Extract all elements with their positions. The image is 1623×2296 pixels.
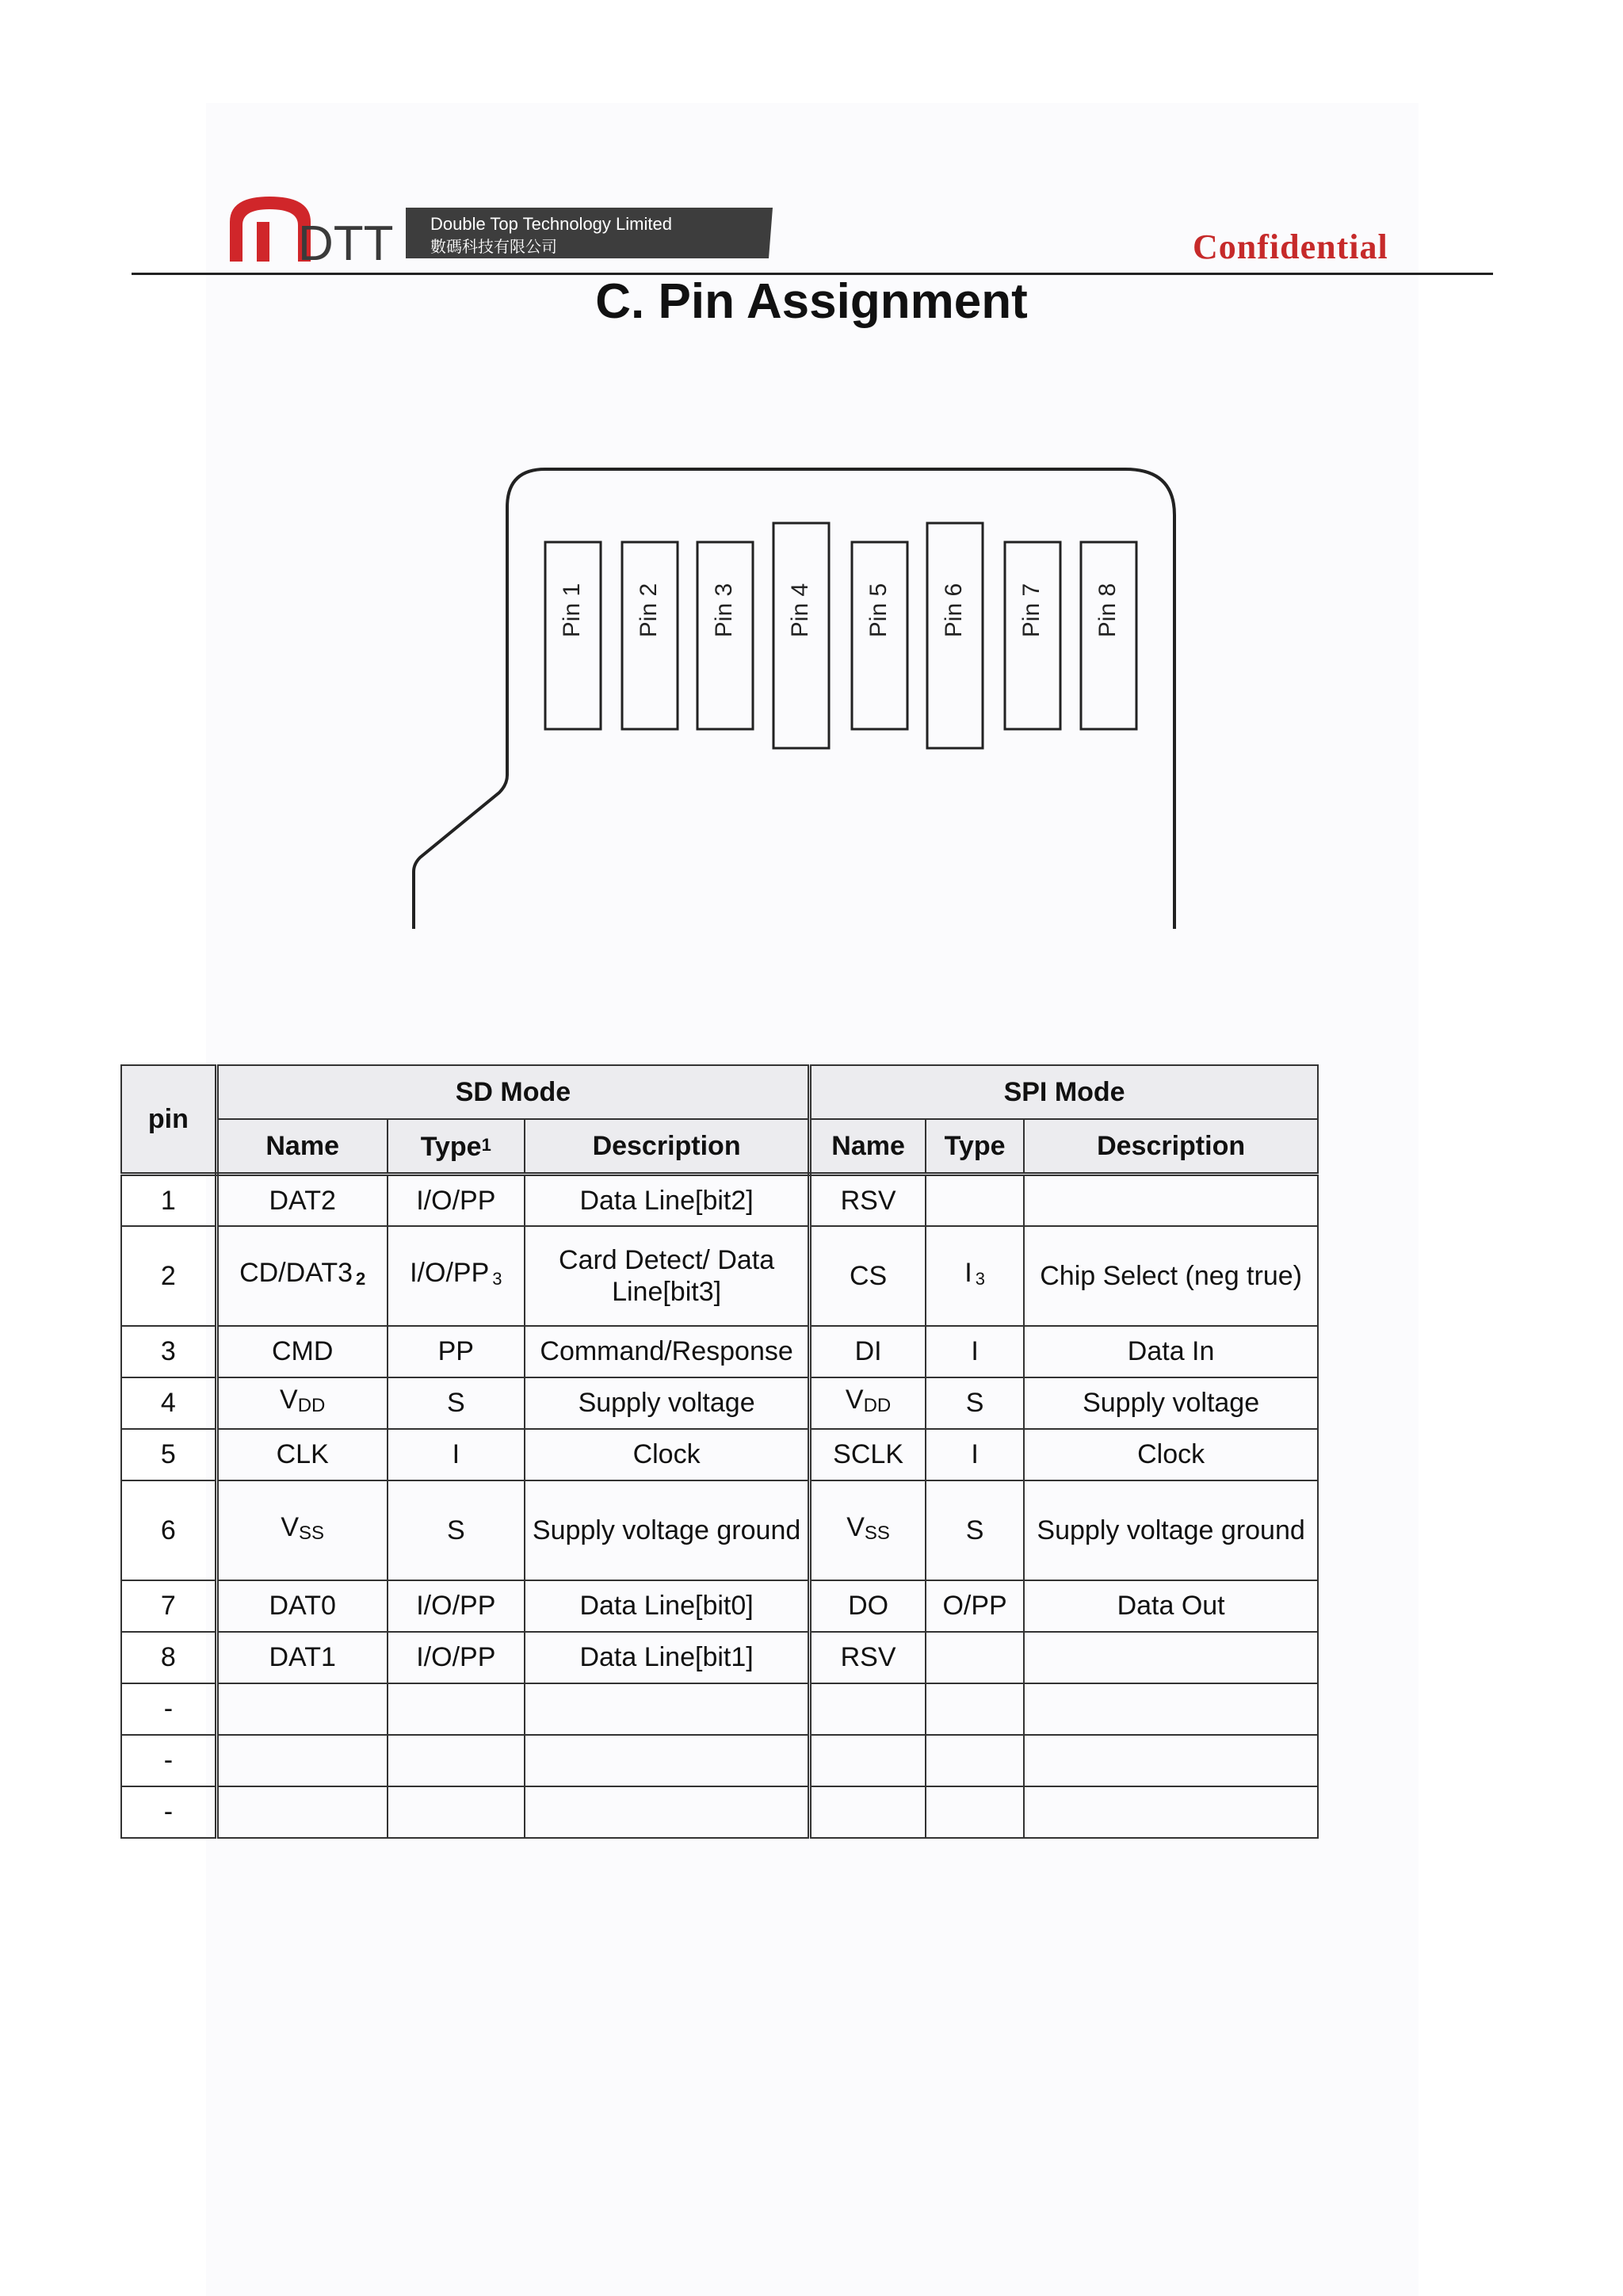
- spi-type: O/PP: [926, 1580, 1024, 1632]
- pin-header: pin: [121, 1065, 216, 1175]
- sd-type: I/O/PP 3: [388, 1226, 525, 1326]
- sd-name: CMD: [216, 1326, 387, 1377]
- page-title: C. Pin Assignment: [595, 274, 1028, 329]
- spi-mode-header: SPI Mode: [810, 1065, 1318, 1119]
- pin-number: 7: [121, 1580, 216, 1632]
- sd-description: Card Detect/ Data Line[bit3]: [525, 1226, 810, 1326]
- pin-number: 1: [121, 1175, 216, 1226]
- spi-description: Data In: [1024, 1326, 1318, 1377]
- sd-name-footnote: 2: [356, 1268, 366, 1289]
- sd-description: Supply voltage: [525, 1377, 810, 1429]
- sd-description: Command/Response: [525, 1326, 810, 1377]
- table-row: [121, 1632, 1318, 1683]
- sd-name: DAT1: [216, 1632, 387, 1683]
- pin-number: 5: [121, 1429, 216, 1480]
- company-name-en: Double Top Technology Limited: [430, 214, 672, 234]
- pin-label-5: Pin 5: [865, 583, 892, 638]
- spi-description-header: Description: [1024, 1119, 1318, 1175]
- confidential-label: Confidential: [1193, 227, 1388, 266]
- sd-type-footnote: 1: [481, 1135, 491, 1155]
- spi-name: DI: [810, 1326, 926, 1377]
- pin-number: 6: [121, 1480, 216, 1580]
- pin-label-7: Pin 7: [1018, 583, 1044, 638]
- table-row: [121, 1226, 1318, 1326]
- table-row: [121, 1683, 1318, 1735]
- spi-type: S: [926, 1377, 1024, 1429]
- spi-name: RSV: [810, 1175, 926, 1226]
- table-row: [121, 1480, 1318, 1580]
- spi-description: Supply voltage: [1024, 1377, 1318, 1429]
- pin-number: -: [121, 1786, 216, 1838]
- spi-name: DO: [810, 1580, 926, 1632]
- sd-name: VDD: [216, 1377, 387, 1429]
- spi-name: RSV: [810, 1632, 926, 1683]
- spi-name: VDD: [810, 1377, 926, 1429]
- sd-type: PP: [388, 1326, 525, 1377]
- company-name-cn: 數碼科技有限公司: [430, 239, 557, 256]
- spi-name: VSS: [810, 1480, 926, 1580]
- pin-number: -: [121, 1683, 216, 1735]
- spi-description: Chip Select (neg true): [1024, 1226, 1318, 1326]
- sd-description: Data Line[bit2]: [525, 1175, 810, 1226]
- pin-label-6: Pin 6: [940, 583, 967, 638]
- table-row: [121, 1175, 1318, 1226]
- spi-type: [926, 1175, 1024, 1226]
- pin-number: 3: [121, 1326, 216, 1377]
- sd-type-header: Type$^1$: [388, 1119, 525, 1175]
- table-row: [121, 1735, 1318, 1786]
- spi-type: I: [926, 1326, 1024, 1377]
- sd-description: Data Line[bit0]: [525, 1580, 810, 1632]
- pin-label-2: Pin 2: [635, 583, 662, 638]
- sd-name: DAT2: [216, 1175, 387, 1226]
- sd-name: CLK: [216, 1429, 387, 1480]
- spi-description: [1024, 1175, 1318, 1226]
- spi-type-footnote: 3: [975, 1268, 985, 1289]
- spi-type-header: Type: [926, 1119, 1024, 1175]
- pin-number: 4: [121, 1377, 216, 1429]
- sd-type: S: [388, 1480, 525, 1580]
- spi-name: CS: [810, 1226, 926, 1326]
- table-row: [121, 1326, 1318, 1377]
- spi-description: [1024, 1632, 1318, 1683]
- sd-card-pin-diagram: [396, 460, 1189, 935]
- sd-type: S: [388, 1377, 525, 1429]
- company-logo: [222, 190, 792, 269]
- spi-description: Data Out: [1024, 1580, 1318, 1632]
- spi-description: Clock: [1024, 1429, 1318, 1480]
- pin-label-1: Pin 1: [558, 583, 585, 638]
- sd-description-header: Description: [525, 1119, 810, 1175]
- spi-type: I 3: [926, 1226, 1024, 1326]
- sd-name: DAT0: [216, 1580, 387, 1632]
- table-row: [121, 1786, 1318, 1838]
- table-row: [121, 1580, 1318, 1632]
- pin-label-8: Pin 8: [1094, 583, 1121, 638]
- sd-type: I/O/PP: [388, 1632, 525, 1683]
- spi-type: S: [926, 1480, 1024, 1580]
- table-row: [121, 1429, 1318, 1480]
- sd-type: I/O/PP: [388, 1175, 525, 1226]
- sd-type-footnote: 3: [492, 1268, 502, 1289]
- spi-type: [926, 1632, 1024, 1683]
- table-row: [121, 1377, 1318, 1429]
- logo-mark-text: DTT: [298, 216, 394, 269]
- pin-label-4: Pin 4: [786, 583, 813, 638]
- spi-type: I: [926, 1429, 1024, 1480]
- pin-number: 2: [121, 1226, 216, 1326]
- sd-name: VSS: [216, 1480, 387, 1580]
- sd-mode-header: SD Mode: [216, 1065, 809, 1119]
- pin-label-3: Pin 3: [710, 583, 737, 638]
- sd-name: CD/DAT3 2: [216, 1226, 387, 1326]
- sd-type: I/O/PP: [388, 1580, 525, 1632]
- sd-description: Data Line[bit1]: [525, 1632, 810, 1683]
- sd-name-header: Name: [216, 1119, 387, 1175]
- sd-type: I: [388, 1429, 525, 1480]
- sd-description: Supply voltage ground: [525, 1480, 810, 1580]
- pin-number: -: [121, 1735, 216, 1786]
- spi-description: Supply voltage ground: [1024, 1480, 1318, 1580]
- pin-number: 8: [121, 1632, 216, 1683]
- spi-name: SCLK: [810, 1429, 926, 1480]
- pin-assignment-table: [120, 1064, 1319, 1839]
- spi-name-header: Name: [810, 1119, 926, 1175]
- sd-description: Clock: [525, 1429, 810, 1480]
